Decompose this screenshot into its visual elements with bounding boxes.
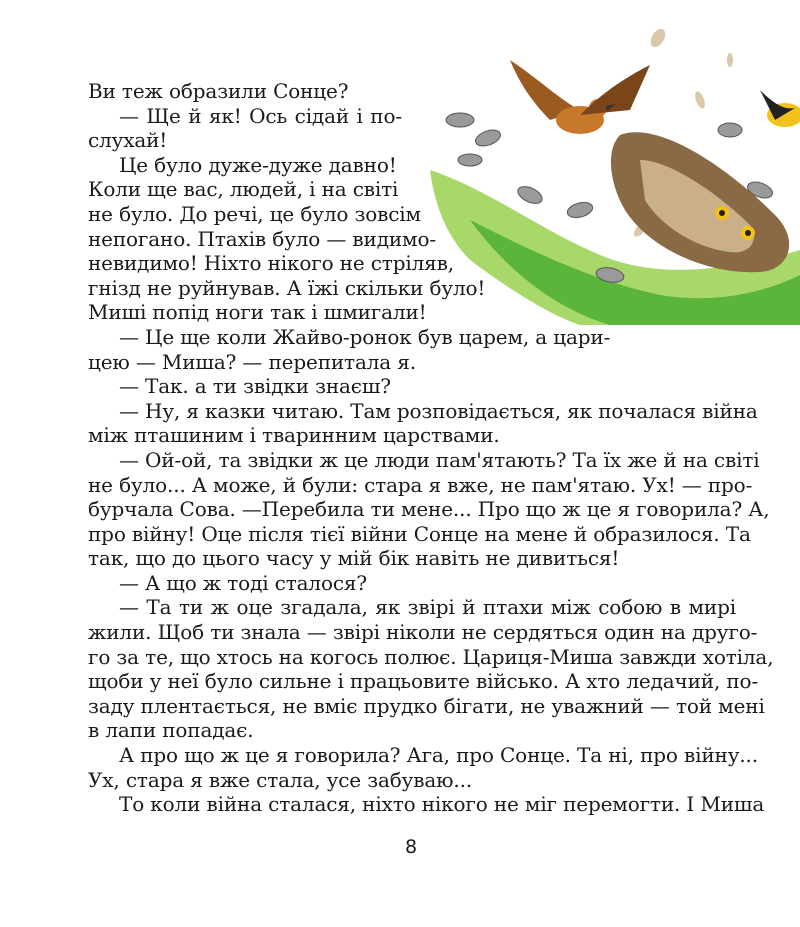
text-line: цею — Миша? — перепитала я. xyxy=(88,349,416,374)
text-line: гнізд не руйнував. А їжі скільки було! xyxy=(88,275,486,300)
text-line: непогано. Птахів було — видимо- xyxy=(88,226,436,251)
text-line: заду плентається, не вміє прудко бігати, не уважний — той мені xyxy=(88,693,765,718)
text-line: го за те, що хтось на когось полює. Цариця-Миша завжди хотіла, xyxy=(88,644,774,669)
text-line: — Ще й як! Ось сідай і по- xyxy=(119,103,402,128)
text-line: слухай! xyxy=(88,128,168,153)
text-line: Ух, стара я вже стала, усе забуваю... xyxy=(88,767,473,792)
text-line: Миші попід ноги так і шмигали! xyxy=(88,300,427,325)
text-line: не було... А може, й були: стара я вже, не пам'ятаю. Ух! — про- xyxy=(88,472,753,497)
page-number: 8 xyxy=(404,836,418,858)
text-line: Це було дуже-дуже давно! xyxy=(119,152,397,177)
text-line: про війну! Оце після тієї війни Сонце на мене й образилося. Та xyxy=(88,521,751,546)
text-line: — Це ще коли Жайво-ронок був царем, а цари- xyxy=(119,324,611,349)
text-line: щоби у неї було сильне і працьовите військо. А хто ледачий, по- xyxy=(88,669,759,694)
text-line: — Ну, я казки читаю. Там розповідається, як почалася війна xyxy=(119,398,758,423)
text-line: — А що ж тоді сталося? xyxy=(119,570,367,595)
text-line: жили. Щоб ти знала — звірі ніколи не сердяться один на друго- xyxy=(88,620,758,645)
text-line: в лапи попадає. xyxy=(88,718,254,743)
text-line: так, що до цього часу у мій бік навіть не дивиться! xyxy=(88,546,620,571)
text-line: бурчала Сова. —Перебила ти мене... Про що ж це я говорила? А, xyxy=(88,497,770,522)
text-line: невидимо! Ніхто нікого не стріляв, xyxy=(88,251,454,276)
text-line: Коли ще вас, людей, і на світі xyxy=(88,177,399,202)
text-line: — Та ти ж оце згадала, як звірі й птахи між собою в мирі xyxy=(119,595,736,620)
text-line: між пташиним і тваринним царствами. xyxy=(88,423,500,448)
text-line: не було. До речі, це було зовсім xyxy=(88,201,421,226)
text-line: А про що ж це я говорила? Ага, про Сонце. Та ні, про війну... xyxy=(119,743,758,768)
story-text xyxy=(88,79,774,817)
text-line: Ви теж образили Сонце? xyxy=(88,79,349,103)
text-line: — Так. а ти звідки знаєш? xyxy=(119,374,391,399)
text-line: — Ой-ой, та звідки ж це люди пам'ятають? Та їх же й на світі xyxy=(119,447,760,472)
text-line: То коли війна сталася, ніхто нікого не міг перемогти. І Миша xyxy=(119,792,765,817)
